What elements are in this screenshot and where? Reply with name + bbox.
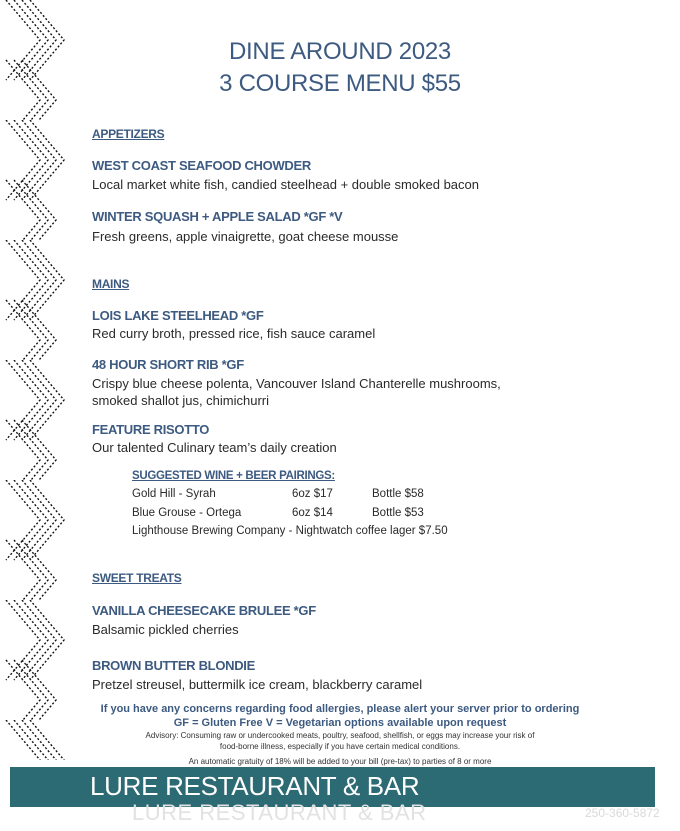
pairing-wine-name: Blue Grouse - Ortega xyxy=(132,507,242,519)
dish-name: WINTER SQUASH + APPLE SALAD *GF *V xyxy=(92,209,343,224)
section-heading-mains: MAINS xyxy=(92,277,130,291)
pairing-glass-price: 6oz $17 xyxy=(292,488,333,500)
restaurant-name: LURE RESTAURANT & BAR xyxy=(90,771,420,801)
menu-subtitle-price: 3 COURSE MENU $55 xyxy=(219,70,461,97)
dish-name: WEST COAST SEAFOOD CHOWDER xyxy=(92,158,311,173)
pairing-bottle-price: Bottle $58 xyxy=(372,488,424,500)
dish-description: Our talented Culinary team’s daily creation xyxy=(92,440,337,455)
dish-description-continued: smoked shallot jus, chimichurri xyxy=(92,393,270,408)
dish-description: Fresh greens, apple vinaigrette, goat cheese mousse xyxy=(92,229,399,244)
dish-description: Pretzel streusel, buttermilk ice cream, blackberry caramel xyxy=(92,677,423,692)
dish-description: Crispy blue cheese polenta, Vancouver Island Chanterelle mushrooms, xyxy=(92,376,501,391)
dish-name: BROWN BUTTER BLONDIE xyxy=(92,658,255,673)
dish-name: VANILLA CHEESECAKE BRULEE *GF xyxy=(92,603,316,618)
pairing-wine-name: Gold Hill - Syrah xyxy=(132,488,216,500)
dish-description: Local market white fish, candied steelhead + double smoked bacon xyxy=(92,177,479,192)
dish-description: Red curry broth, pressed rice, fish sauce caramel xyxy=(92,326,376,341)
allergy-notice: If you have any concerns regarding food allergies, please alert your server prior to ordering xyxy=(100,703,580,715)
menu-title: DINE AROUND 2023 xyxy=(229,38,451,65)
advisory-line-2: food-borne illness, especially if you have certain medical conditions. xyxy=(219,742,461,751)
pairings-heading: SUGGESTED WINE + BEER PAIRINGS: xyxy=(132,470,335,482)
restaurant-name-ghost: LURE RESTAURANT & BAR xyxy=(132,800,427,825)
dish-name: 48 HOUR SHORT RIB *GF xyxy=(92,357,244,372)
dish-name: LOIS LAKE STEELHEAD *GF xyxy=(92,308,264,323)
phone-number: 250-360-5872 xyxy=(585,806,660,820)
section-heading-appetizers: APPETIZERS xyxy=(92,127,165,141)
pairing-glass-price: 6oz $14 xyxy=(292,507,333,519)
dish-name: FEATURE RISOTTO xyxy=(92,422,210,437)
dietary-legend: GF = Gluten Free V = Vegetarian options available upon request xyxy=(173,717,507,729)
pairing-bottle-price: Bottle $53 xyxy=(372,507,424,519)
section-heading-sweet-treats: SWEET TREATS xyxy=(92,571,182,585)
gratuity-notice: An automatic gratuity of 18% will be added to your bill (pre-tax) to parties of 8 or more xyxy=(188,757,492,766)
dish-description: Balsamic pickled cherries xyxy=(92,622,239,637)
pairing-beer: Lighthouse Brewing Company - Nightwatch coffee lager $7.50 xyxy=(132,525,448,537)
advisory-line-1: Advisory: Consuming raw or undercooked meats, poultry, seafood, shellfish, or eggs may increase your risk of xyxy=(145,731,535,740)
